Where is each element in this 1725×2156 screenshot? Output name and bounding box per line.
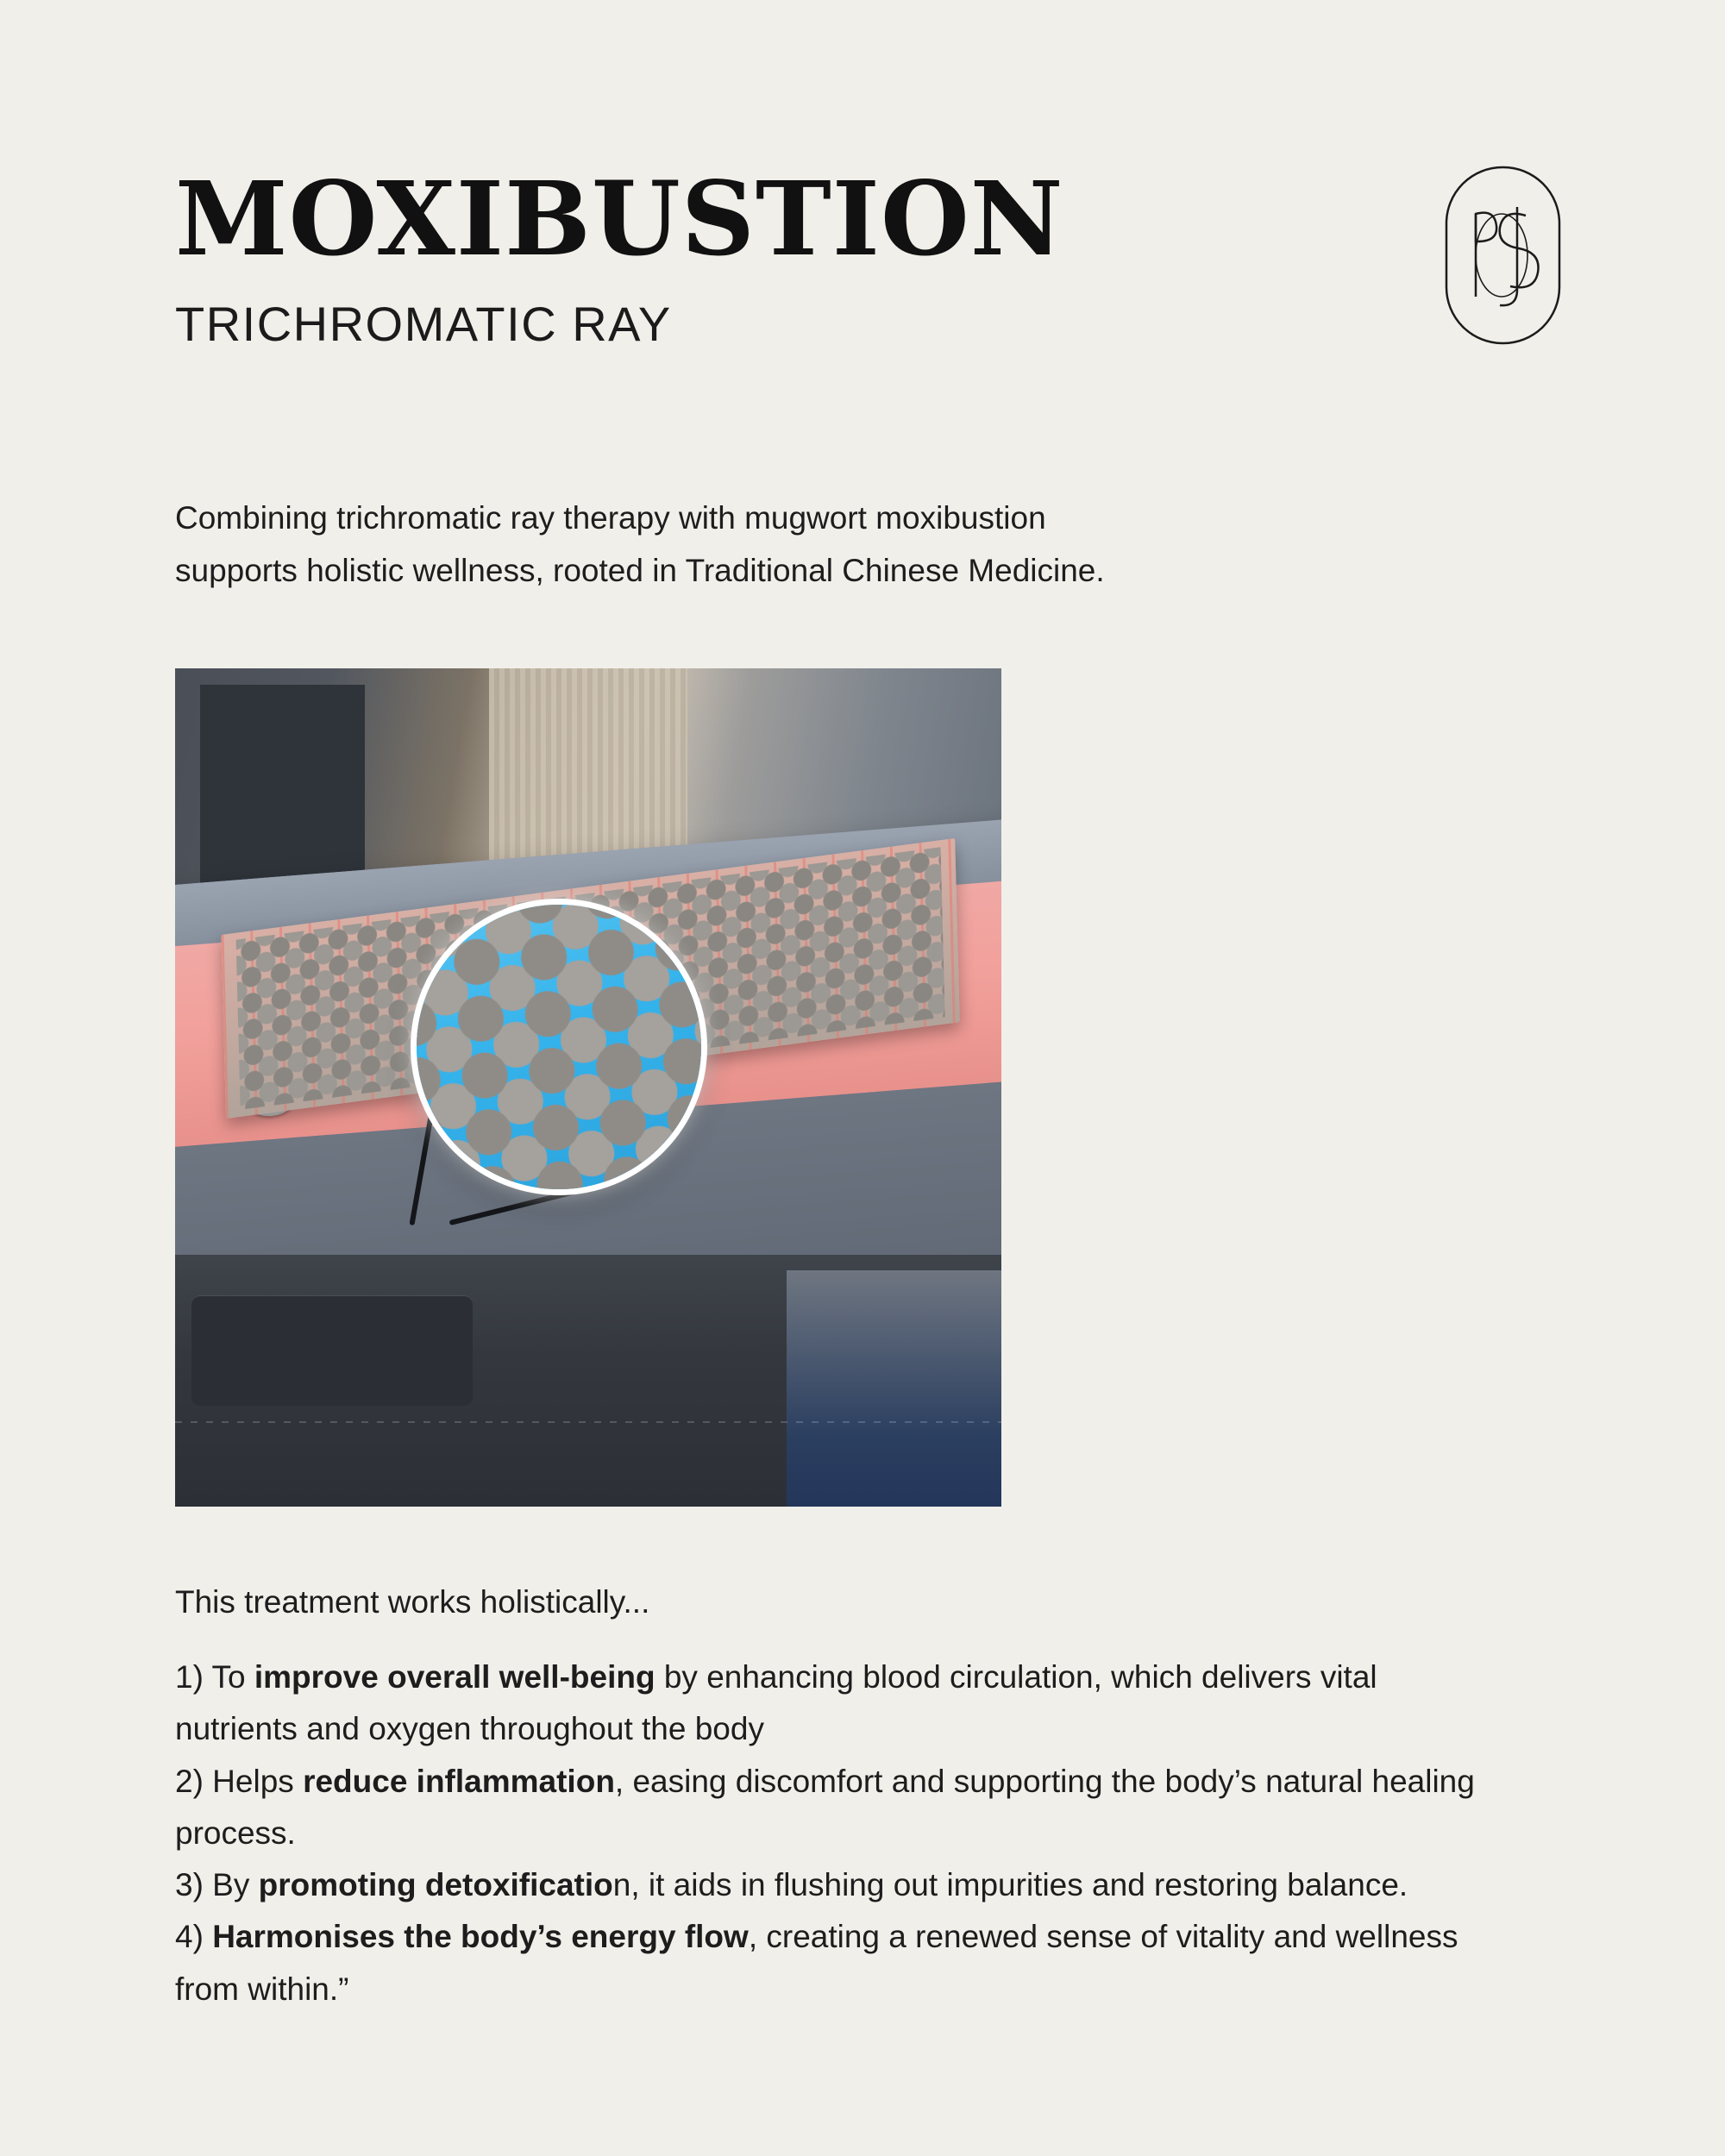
list-item-pre: Helps — [203, 1763, 304, 1799]
benefits-list — [175, 1651, 1486, 2015]
list-item-number: 1) — [175, 1659, 204, 1695]
page-header — [175, 159, 1572, 351]
list-item-number: 3) — [175, 1867, 204, 1903]
list-item-bold: Harmonises the body’s energy flow — [212, 1919, 749, 1955]
list-item-bold: promoting detoxificatio — [258, 1867, 613, 1903]
intro-paragraph: Combining trichromatic ray therapy with mugwort moxibustion supports holistic wellness, rooted in Traditional Chinese Medicine. — [175, 500, 1105, 589]
list-item-post: , creating a renewed sense of vitality and wellness from within.” — [175, 1919, 1458, 2007]
list-item-bold: improve overall well-being — [254, 1659, 656, 1695]
list-item-pre: By — [203, 1867, 259, 1903]
list-item-number: 4) — [175, 1919, 204, 1955]
list-item-bold: reduce inflammation — [303, 1763, 615, 1799]
list-item-pre — [204, 1919, 212, 1954]
list-item — [175, 1911, 1486, 2015]
list-item-pre: To — [203, 1659, 254, 1695]
photo-dark-cabinet — [200, 685, 366, 886]
monogram-logo-icon — [1445, 166, 1561, 345]
page-title: MOXIBUSTION — [175, 159, 1064, 279]
page-subtitle: TRICHROMATIC RAY — [175, 297, 672, 351]
list-item — [175, 1756, 1486, 1860]
magnifier-detail-circle — [411, 899, 707, 1195]
list-item-number: 2) — [175, 1763, 204, 1799]
list-item — [175, 1651, 1486, 1756]
list-item-post: by enhancing blood circulation, which delivers vital nutrients and oxygen throughout the body — [175, 1659, 1377, 1747]
photo-machine-base — [175, 1255, 1001, 1507]
moxibustion-therapy-bed-photo — [175, 668, 1001, 1507]
treatment-lead-text: This treatment works holistically... — [175, 1584, 650, 1620]
list-item — [175, 1859, 1486, 1911]
list-item-post: , easing discomfort and supporting the body’s natural healing process. — [175, 1763, 1475, 1851]
list-item-post: n, it aids in flushing out impurities and restoring balance. — [612, 1867, 1408, 1903]
